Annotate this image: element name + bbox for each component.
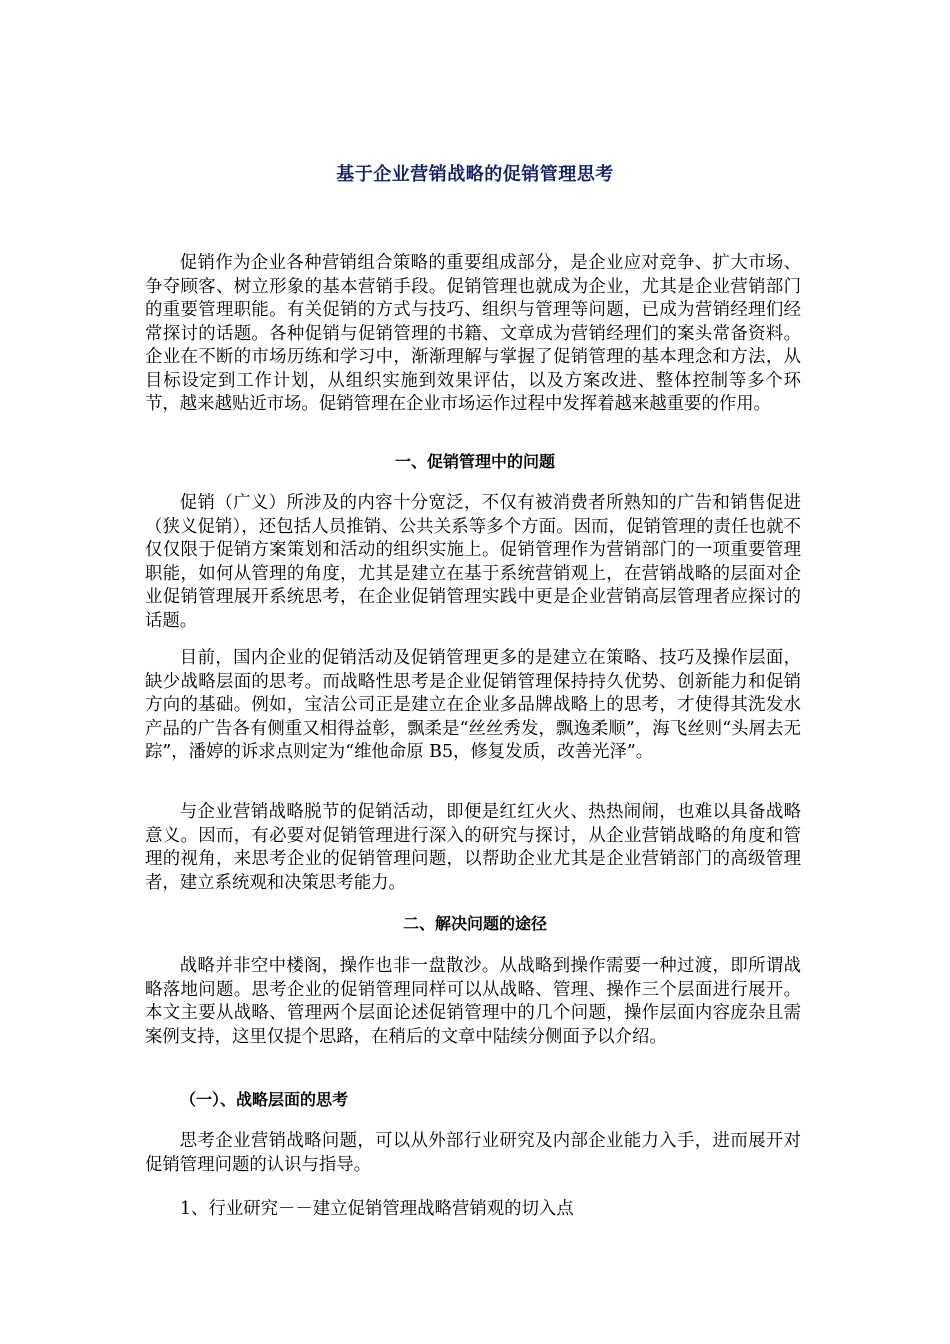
- intro-paragraph: 促销作为企业各种营销组合策略的重要组成部分，是企业应对竞争、扩大市场、争夺顾客、树立形象的基本营销手段。促销管理也就成为企业，尤其是企业营销部门的重要管理职能。有关促销的方式与技巧、组织与管理等问题，已成为营销经理们经常探讨的话题。各种促销与促销管理的书籍、文章成为营销经理们的案头常备资料。企业在不断的市场历练和学习中，渐渐理解与掌握了促销管理的基本理念和方法，从目标设定到工作计划，从组织实施到效果评估，以及方案改进、整体控制等多个环节，越来越贴近市场。促销管理在企业市场运作过程中发挥着越来越重要的作用。: [145, 253, 801, 414]
- section1-paragraph-1: 促销（广义）所涉及的内容十分宽泛，不仅有被消费者所熟知的广告和销售促进（狭义促销），还包括人员推销、公共关系等多个方面。因而，促销管理的责任也就不仅仅限于促销方案策划和活动的组织实施上。促销管理作为营销部门的一项重要管理职能，如何从管理的角度，尤其是建立在基于系统营销观上，在营销战略的层面对企业促销管理展开系统思考，在企业促销管理实践中更是企业营销高层管理者应探讨的话题。: [145, 493, 801, 631]
- strategy-paragraph: 思考企业营销战略问题，可以从外部行业研究及内部企业能力入手，进而展开对促销管理问题的认识与指导。: [145, 1131, 801, 1175]
- section1-heading: 一、促销管理中的问题: [394, 452, 555, 471]
- section2-paragraph-1: 战略并非空中楼阁，操作也非一盘散沙。从战略到操作需要一种过渡，即所谓战略落地问题。思考企业的促销管理同样可以从战略、管理、操作三个层面进行展开。本文主要从战略、管理两个层面论述促销管理中的几个问题，操作层面内容庞杂且需案例支持，这里仅提个思路，在稍后的文章中陆续分侧面予以介绍。: [145, 956, 801, 1047]
- industry-research-item: 1、行业研究－－建立促销管理战略营销观的切入点: [180, 1199, 574, 1219]
- section1-paragraph-3: 与企业营销战略脱节的促销活动，即便是红红火火、热热闹闹，也难以具备战略意义。因而，有必要对促销管理进行深入的研究与探讨，从企业营销战略的角度和管理的视角，来思考企业的促销管理问题，以帮助企业尤其是企业营销部门的高级管理者，建立系统观和决策思考能力。: [145, 802, 801, 893]
- section1-paragraph-2: 目前，国内企业的促销活动及促销管理更多的是建立在策略、技巧及操作层面，缺少战略层面的思考。而战略性思考是企业促销管理保持持久优势、创新能力和促销方向的基础。例如，宝洁公司正是建立在企业多品牌战略上的思考，才使得其洗发水产品的广告各有侧重又相得益彰，飘柔是“丝丝秀发，飘逸柔顺”，海飞丝则“头屑去无踪”，潘婷的诉求点则定为“维他命原 B5，修复发质，改善光泽”。: [145, 648, 801, 762]
- strategy-subheading: （一）、战略层面的思考: [180, 1090, 349, 1109]
- document-title: 基于企业营销战略的促销管理思考: [336, 164, 614, 185]
- section2-heading: 二、解决问题的途径: [402, 914, 547, 933]
